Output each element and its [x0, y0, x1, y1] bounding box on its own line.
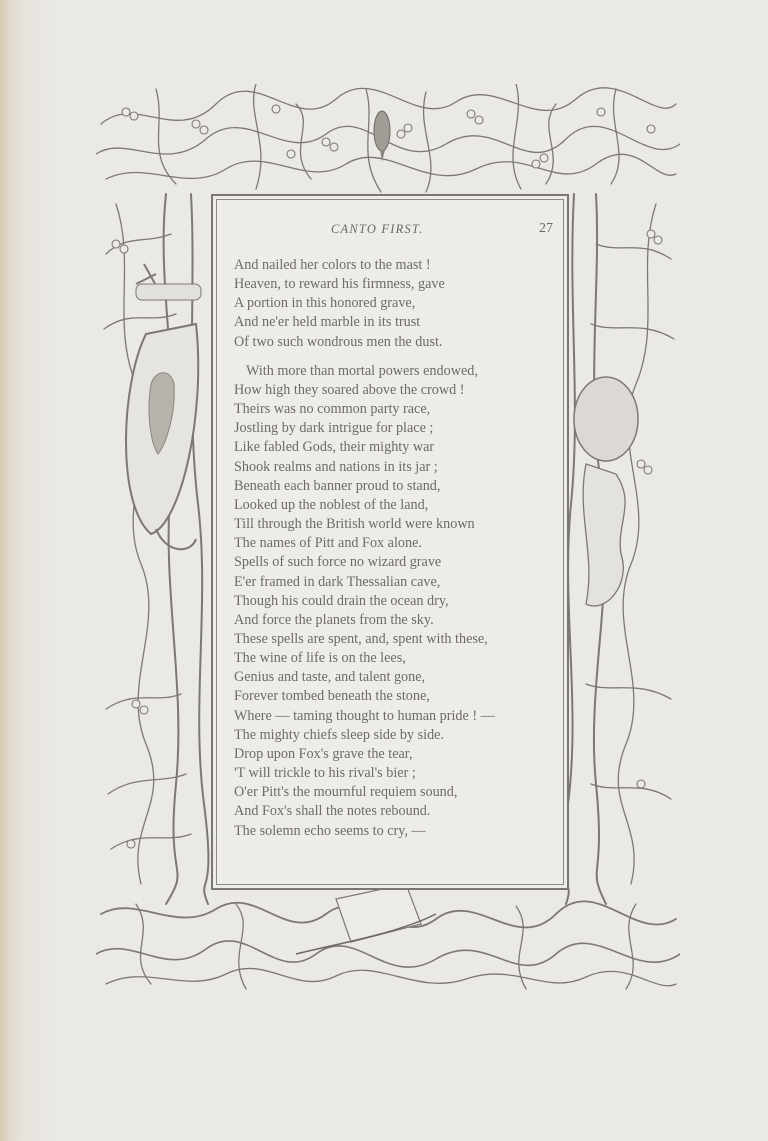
- verse-line: 'T will trickle to his rival's bier ;: [234, 765, 416, 782]
- verse-line: Of two such wondrous men the dust.: [234, 333, 443, 350]
- verse-line: And Fox's shall the notes rebound.: [234, 803, 431, 820]
- bird-icon: [374, 111, 390, 162]
- verse-line: The wine of life is on the lees,: [234, 650, 406, 667]
- verse-line: Where — taming thought to human pride ! —: [234, 707, 495, 724]
- verse-line: Spells of such force no wizard grave: [234, 554, 442, 571]
- verse-line: Shook realms and nations in its jar ;: [234, 458, 438, 475]
- lion-shield-icon: [126, 264, 201, 549]
- poem-body: [234, 256, 559, 841]
- page-number: 27: [539, 221, 553, 236]
- verse-line: Till through the British world were known: [234, 516, 475, 533]
- verse-line: And nailed her colors to the mast !: [234, 257, 431, 273]
- running-head: [213, 222, 567, 240]
- verse-line: The mighty chiefs sleep side by side.: [234, 726, 445, 743]
- stanza-1: [234, 256, 559, 352]
- verse-line: And force the planets from the sky.: [234, 611, 434, 628]
- verse-line: Beneath each banner proud to stand,: [234, 477, 441, 494]
- canto-title: CANTO FIRST.: [331, 222, 424, 236]
- verse-line: A portion in this honored grave,: [234, 295, 416, 312]
- verse-line: Looked up the noblest of the land,: [234, 496, 429, 513]
- text-frame: [211, 194, 569, 890]
- stanza-2: [234, 362, 559, 841]
- verse-line: The solemn echo seems to cry, —: [234, 822, 426, 839]
- verse-line: Heaven, to reward his firmness, gave: [234, 276, 445, 293]
- verse-line: Theirs was no common party race,: [234, 401, 431, 418]
- verse-line: Genius and taste, and talent gone,: [234, 669, 426, 686]
- verse-line: Like fabled Gods, their mighty war: [234, 439, 435, 456]
- verse-line: The names of Pitt and Fox alone.: [234, 535, 422, 552]
- verse-line: O'er Pitt's the mournful requiem sound,: [234, 784, 458, 801]
- verse-line: Though his could drain the ocean dry,: [234, 592, 449, 609]
- verse-line: E'er framed in dark Thessalian cave,: [234, 573, 441, 590]
- verse-line: How high they soared above the crowd !: [234, 381, 465, 398]
- verse-line: Jostling by dark intrigue for place ;: [234, 420, 434, 437]
- verse-line: Forever tombed beneath the stone,: [234, 688, 430, 705]
- verse-line: With more than mortal powers endowed,: [246, 362, 478, 379]
- verse-line: And ne'er held marble in its trust: [234, 314, 421, 331]
- verse-line: These spells are spent, and, spent with these,: [234, 630, 488, 647]
- verse-line: Drop upon Fox's grave the tear,: [234, 745, 413, 762]
